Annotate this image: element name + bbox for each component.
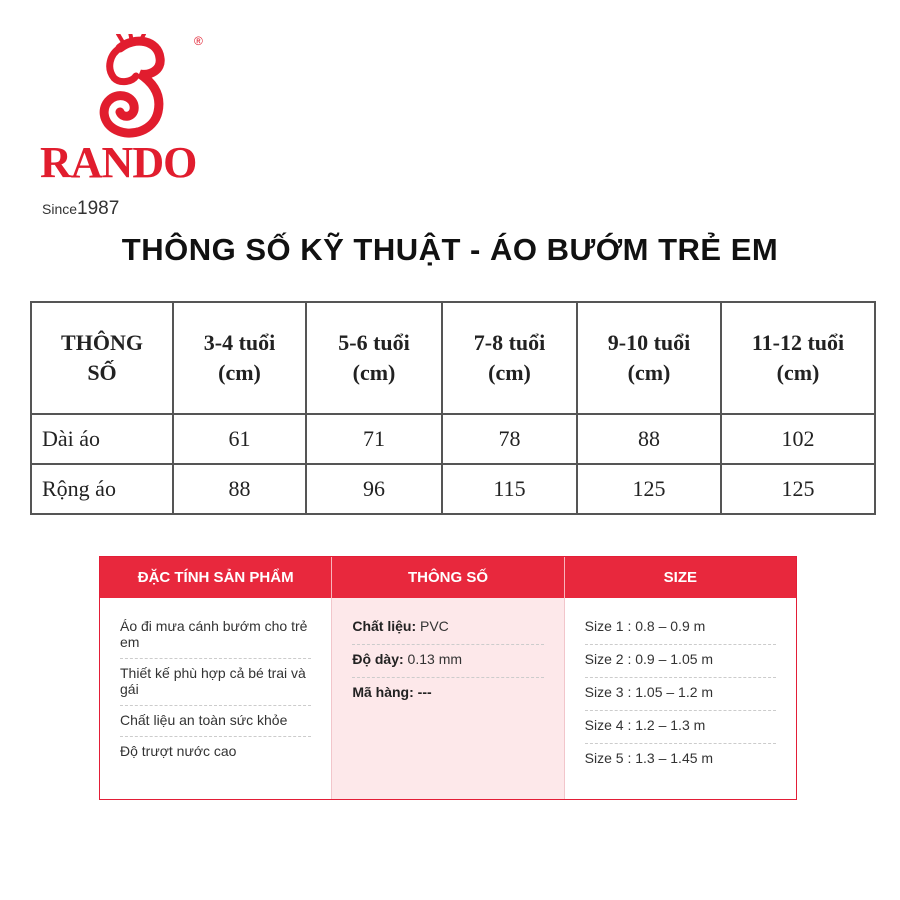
seahorse-logo-icon	[80, 34, 180, 144]
feature-item: Độ trượt nước cao	[120, 743, 237, 759]
spec-col-header: 3-4 tuổi (cm)	[173, 302, 306, 414]
rando-logo	[36, 30, 236, 230]
feature-item: Thiết kế phù hợp cả bé trai và gái	[120, 659, 311, 706]
spec-cell: 96	[306, 464, 442, 514]
spec-col-header: 11-12 tuổi (cm)	[721, 302, 875, 414]
size-column	[565, 598, 796, 799]
spec-thickness: Độ dày: 0.13 mm	[352, 645, 543, 678]
brand-name: RANDO	[40, 138, 197, 187]
feature-item: Áo đi mưa cánh bướm cho trẻ em	[120, 612, 311, 659]
spec-cell: 102	[721, 414, 875, 464]
size-item: Size 5 : 1.3 – 1.45 m	[584, 750, 714, 766]
header-size: SIZE	[564, 557, 796, 598]
size-item: Size 2 : 0.9 – 1.05 m	[585, 645, 776, 678]
spec-cell: 61	[173, 414, 306, 464]
spec-col-header: 7-8 tuổi (cm)	[442, 302, 577, 414]
spec-row-length	[31, 414, 875, 464]
product-info-table	[99, 556, 797, 800]
spec-row-label: Rộng áo	[31, 464, 173, 514]
size-item: Size 3 : 1.05 – 1.2 m	[585, 678, 776, 711]
registered-mark: ®	[194, 34, 203, 48]
features-column	[100, 598, 331, 799]
header-features: ĐẶC TÍNH SẢN PHẨM	[137, 569, 294, 586]
spec-cell: 88	[173, 464, 306, 514]
spec-col-header: 9-10 tuổi (cm)	[577, 302, 721, 414]
info-header-row	[100, 557, 796, 598]
spec-cell: 71	[306, 414, 442, 464]
spec-cell: 88	[577, 414, 721, 464]
header-specs: THÔNG SỐ	[331, 557, 563, 598]
spec-col-header: 5-6 tuổi (cm)	[306, 302, 442, 414]
spec-material: Chất liệu: PVC	[352, 612, 543, 645]
spec-row-width	[31, 464, 875, 514]
spec-header-row	[31, 302, 875, 414]
spec-product-code: Mã hàng: ---	[352, 684, 432, 700]
spec-cell: 125	[721, 464, 875, 514]
feature-item: Chất liệu an toàn sức khỏe	[120, 706, 311, 737]
size-item: Size 1 : 0.8 – 0.9 m	[585, 612, 776, 645]
spec-corner-header: THÔNG SỐ	[31, 302, 173, 414]
since-label: Since1987	[42, 198, 120, 219]
spec-cell: 125	[577, 464, 721, 514]
spec-cell: 78	[442, 414, 577, 464]
spec-table	[30, 301, 876, 515]
spec-row-label: Dài áo	[31, 414, 173, 464]
since-year: 1987	[77, 198, 120, 219]
specs-column	[331, 598, 564, 799]
spec-cell: 115	[442, 464, 577, 514]
page-title: THÔNG SỐ KỸ THUẬT - ÁO BƯỚM TRẺ EM	[121, 232, 779, 267]
size-item: Size 4 : 1.2 – 1.3 m	[585, 711, 776, 744]
